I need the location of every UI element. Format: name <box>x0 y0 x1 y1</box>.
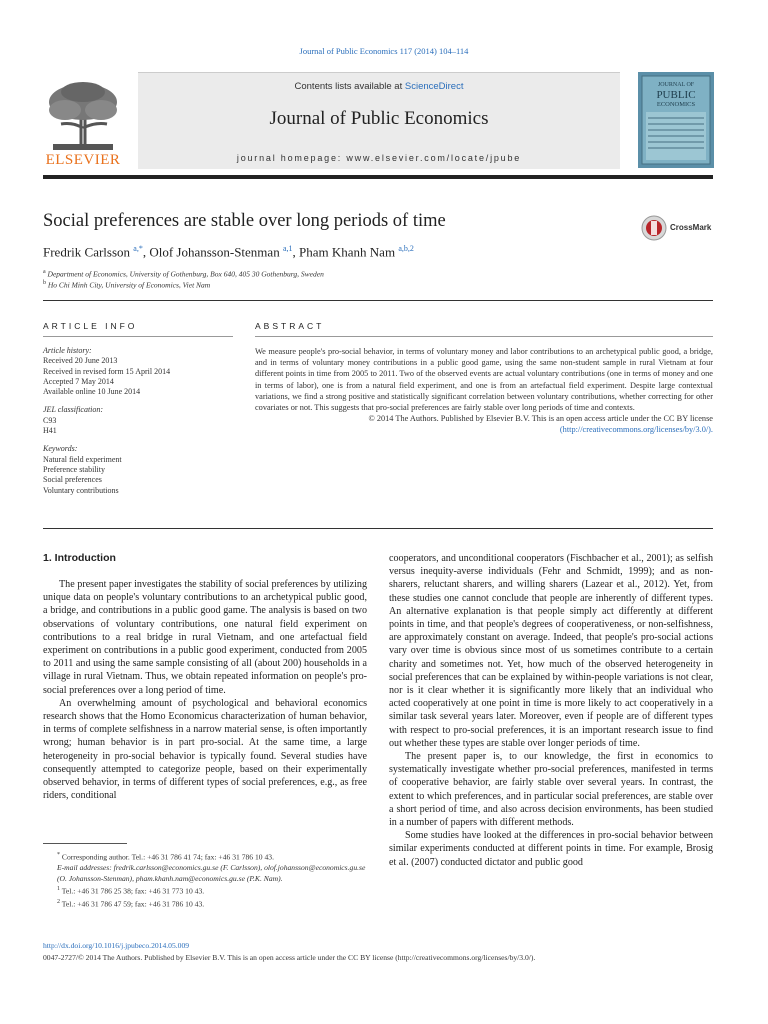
contents-line: Contents lists available at ScienceDirect <box>294 81 464 92</box>
abstract <box>255 346 713 436</box>
issn-license-line: 0047-2727/© 2014 The Authors. Published by Elsevier B.V. This is an open access article under the CC BY license (http://creativecommons.org/licenses/by/3.0/). <box>43 953 536 962</box>
article-history: Article history: Received 20 June 2013 Received in revised form 15 April 2014 Accepted 7 May 2014 Available online 10 June 2014 <box>43 346 171 397</box>
cover-title-line-2: PUBLIC <box>656 89 696 101</box>
jel-classification: JEL classification: C93 H41 <box>43 405 104 436</box>
keyword: Natural field experiment <box>43 454 122 464</box>
journal-homepage[interactable]: journal homepage: www.elsevier.com/locate/jpube <box>236 153 522 163</box>
divider <box>43 336 233 337</box>
body-column-left <box>43 578 367 802</box>
divider <box>255 336 713 337</box>
divider <box>43 300 713 301</box>
license-statement: © 2014 The Authors. Published by Elsevier B.V. This is an open access article under the CC BY license (http://creativecommons.org/licenses/by/3.0/). <box>255 413 713 435</box>
author-name: Pham Khanh Nam <box>299 244 396 260</box>
publisher-name: ELSEVIER <box>45 152 121 168</box>
journal-cover-image[interactable] <box>638 72 714 168</box>
article-info <box>43 346 233 504</box>
divider <box>43 528 713 529</box>
license-link[interactable]: (http://creativecommons.org/licenses/by/3.0/). <box>559 425 713 435</box>
author-list: Fredrik Carlsson $^{a,*}$, Olof Johansson-Stenman $^{a,1}$, Pham Khanh Nam $^{a,b,2}$ <box>43 244 414 260</box>
keyword: Social preferences <box>43 475 102 485</box>
keyword: Preference stability <box>43 464 105 474</box>
journal-citation[interactable]: Journal of Public Economics 117 (2014) 104–114 <box>299 46 469 56</box>
author-affiliation-marker[interactable]: a,b,2 <box>398 244 414 253</box>
author-affiliation-marker[interactable]: a,1 <box>282 244 293 253</box>
paragraph: The present paper is, to our knowledge, the first in economics to systematically investigate whether pro-social preferences, manifested in terms of cooperative behavior, are fairly stable over several years. In contrast, the extent to which preferences, and in particular social preferences, are stable over a short period of time, and also across decision environments, has been studied in a number of papers with different methods. <box>389 751 713 829</box>
keywords: Keywords: Natural field experiment Preference stability Social preferences Voluntary contributions <box>43 444 233 495</box>
crossmark-badge[interactable] <box>641 215 721 243</box>
article-title: Social preferences are stable over long periods of time <box>43 211 446 231</box>
affiliation: $^a$ Department of Economics, University of Gothenburg, Box 640, 405 30 Gothenburg, Sweden <box>43 269 324 279</box>
paragraph: An overwhelming amount of psychological and behavioral economics research shows that the Homo Economicus characterization of human behavior, in terms of complete selfishness in a narrow material sense, is often importantly wrong; human behavior is in part pro-social. At the same time, a large heterogeneity in pro-social behavior is typically found. Several studies have consequently attempted to categorize people, based on their experimentally observed behavior, in terms of different types of social preferences, e.g., as free riders, conditional <box>43 697 367 802</box>
abstract-text: We measure people's pro-social behavior, in terms of voluntary money and labor contributions to an archetypical public good, a bridge, and in terms of voluntary money contributions in a public good game, using the same non-student sample in rural Vietnam at four different points in time from 2005 to 2011. Two of the observed events are actual voluntary contributions (one in terms of money and one in terms of labor), one is from a natural field experiment, and one is from an artefactual field experiment. Despite large contextual variations, we find a strong positive and statistically significant correlation between voluntary contributions, whether correcting for other covariates or not. This suggests that pro-social preferences are fairly stable over long periods of time and contexts. <box>255 347 713 413</box>
footnotes <box>43 850 373 911</box>
keyword: Voluntary contributions <box>43 485 119 495</box>
abstract-heading: ABSTRACT <box>255 321 325 331</box>
crossmark-label: CrossMark <box>670 223 712 232</box>
footnote: $^1$ Tel.: +46 31 786 25 38; fax: +46 31 773 10 43. <box>57 886 205 896</box>
footnote: * Corresponding author. Tel.: +46 31 786 41 74; fax: +46 31 786 10 43. <box>57 852 274 862</box>
footnote-rule <box>43 843 127 844</box>
paragraph: Some studies have looked at the differences in pro-social behavior between similar experiments conducted at different points in time. For example, Brosig et al. (2007) conducted dictator and public good <box>389 830 713 868</box>
footnote: E-mail addresses: fredrik.carlsson@economics.gu.se (F. Carlsson), olof.johansson@economics.gu.se (O. Johansson-Stenman), pham.khanh.nam@economics.gu.se (P.K. Nam). <box>57 863 366 883</box>
sciencedirect-link[interactable]: ScienceDirect <box>404 81 464 92</box>
doi-link[interactable]: http://dx.doi.org/10.1016/j.jpubeco.2014.05.009 <box>43 941 190 950</box>
journal-name: Journal of Public Economics <box>269 108 489 129</box>
header-rule <box>43 175 713 179</box>
elsevier-logo[interactable] <box>43 78 123 172</box>
paragraph: cooperators, and unconditional cooperators (Fischbacher et al., 2001); as selfish versus inequity-averse individuals (Fehr and Schmidt, 1999); and as non-sharers, reluctant sharers, and willing sharers (Lazear et al., 2012). Yet, from these studies one cannot conclude that people are inherently of different types. An alternative explanation is that people simply act differently at different points in time, and that people's degrees of cooperativeness, or non-selfishness, are approximately constant on average. Indeed, that people's pro-social actions vary over time is obvious since most of us sometimes contribute to a certain charity and sometimes not. Yet, how much of the observed heterogeneity in social preferences that can be explained by within-people variations is not clear, nor is it clear whether it is significantly more likely that an individual who acted cooperatively at one point in time is more likely to act cooperatively in a similar task several years later. Moreover, even if people are of different types with respect to pro-social preferences, it is an important research issue to find out whether these types are stable over longer periods of time. <box>389 553 713 749</box>
author-name: Fredrik Carlsson <box>43 244 131 260</box>
paragraph: The present paper investigates the stability of social preferences by utilizing unique data on people's voluntary contributions to an archetypical public good, a bridge, and contributions in a public good game. The analysis is based on two observations of voluntary contributions, one natural field experiment on contributions to a real bridge in rural Vietnam, and one artefactual field experiment on contributions in a public good experiment, conducted from 2005 to 2011 and using the same sample consisting of all (about 200) households in a village in rural Vietnam. Thus, we obtain repeated information on people's pro-social preferences over a long period of time. <box>43 579 367 696</box>
affiliation: $^b$ Ho Chi Minh City, University of Economics, Viet Nam <box>43 280 211 290</box>
author-affiliation-marker[interactable]: a,* <box>133 244 143 253</box>
author-name: Olof Johansson-Stenman <box>149 244 280 260</box>
article-info-heading: ARTICLE INFO <box>43 321 138 331</box>
crossmark-icon <box>641 215 667 241</box>
footnote: $^2$ Tel.: +46 31 786 47 59; fax: +46 31 786 10 43. <box>57 899 205 909</box>
body-column-right <box>389 552 713 869</box>
section-heading: 1. Introduction <box>43 552 116 564</box>
cover-title-line-1: JOURNAL OF <box>657 82 695 88</box>
cover-title-line-3: ECONOMICS <box>656 101 696 108</box>
